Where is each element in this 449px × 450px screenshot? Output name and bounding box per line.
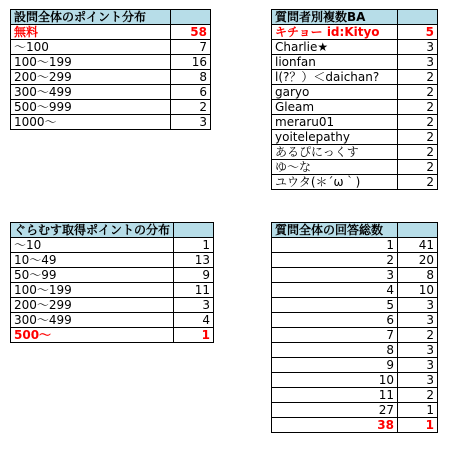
table-row — [272, 85, 438, 100]
row-label: 300～499 — [11, 85, 171, 100]
row-label: 10 — [272, 373, 398, 388]
row-value: 3 — [398, 55, 438, 70]
row-label: 100～199 — [11, 55, 171, 70]
table-header-title: 質問者別複数BA — [272, 10, 398, 25]
row-label: lionfan — [272, 55, 398, 70]
row-label: 27 — [272, 403, 398, 418]
row-value: 3 — [398, 298, 438, 313]
row-label: Charlie★ — [272, 40, 398, 55]
table-row — [272, 70, 438, 85]
table-row — [272, 130, 438, 145]
row-value: 41 — [398, 238, 438, 253]
table-row — [272, 25, 438, 40]
table-row — [272, 160, 438, 175]
row-label: 38 — [272, 418, 398, 433]
row-label: 7 — [272, 328, 398, 343]
row-value: 3 — [398, 373, 438, 388]
table-row — [272, 388, 438, 403]
row-value: 9 — [174, 268, 214, 283]
table-row — [272, 328, 438, 343]
row-value: 7 — [171, 40, 211, 55]
overall-points-table — [10, 9, 211, 130]
row-value: 2 — [398, 388, 438, 403]
table-row — [272, 343, 438, 358]
row-label: あるぴにっくす — [272, 145, 398, 160]
row-label: yoitelepathy — [272, 130, 398, 145]
row-value: 2 — [398, 175, 438, 190]
table-row — [272, 403, 438, 418]
row-label: ～100 — [11, 40, 171, 55]
table-header-blank — [398, 10, 438, 25]
row-value: 2 — [398, 160, 438, 175]
row-label: ユウタ(＊´ω｀) — [272, 175, 398, 190]
row-label: 5 — [272, 298, 398, 313]
row-label: ゆ～な — [272, 160, 398, 175]
row-label: 10～49 — [11, 253, 174, 268]
table-row — [11, 25, 211, 40]
row-value: 2 — [398, 145, 438, 160]
table-row — [11, 100, 211, 115]
row-label: 1 — [272, 238, 398, 253]
row-label: キチョー id:Kityo — [272, 25, 398, 40]
multi-ba-table — [271, 9, 438, 190]
row-value: 1 — [398, 403, 438, 418]
row-label: 500～ — [11, 328, 174, 343]
row-label: 無料 — [11, 25, 171, 40]
row-value: 3 — [174, 298, 214, 313]
row-label: 1000～ — [11, 115, 171, 130]
table-row — [11, 253, 214, 268]
row-value: 13 — [174, 253, 214, 268]
table-row — [272, 298, 438, 313]
row-label: 300～499 — [11, 313, 174, 328]
table-row — [272, 418, 438, 433]
row-value: 2 — [398, 328, 438, 343]
row-value: 2 — [398, 70, 438, 85]
row-label: 9 — [272, 358, 398, 373]
row-value: 2 — [171, 100, 211, 115]
row-label: l(?？）＜daichan? — [272, 70, 398, 85]
table-row — [11, 40, 211, 55]
row-label: 100～199 — [11, 283, 174, 298]
table-header-row — [11, 223, 214, 238]
table-row — [272, 268, 438, 283]
table-row — [11, 115, 211, 130]
table-header-row — [11, 10, 211, 25]
table-row — [11, 70, 211, 85]
row-label: 8 — [272, 343, 398, 358]
row-value: 6 — [171, 85, 211, 100]
row-label: 6 — [272, 313, 398, 328]
row-label: ～10 — [11, 238, 174, 253]
row-value: 4 — [174, 313, 214, 328]
table-header-blank — [398, 223, 438, 238]
table-header-blank — [171, 10, 211, 25]
row-label: 4 — [272, 283, 398, 298]
row-label: 2 — [272, 253, 398, 268]
row-value: 3 — [171, 115, 211, 130]
row-label: 500～999 — [11, 100, 171, 115]
row-label: 11 — [272, 388, 398, 403]
row-value: 16 — [171, 55, 211, 70]
answer-counts-table — [271, 222, 438, 433]
table-row — [272, 55, 438, 70]
table-row — [11, 283, 214, 298]
row-value: 3 — [398, 313, 438, 328]
table-header-title: ぐらむす取得ポイントの分布 — [11, 223, 174, 238]
row-value: 5 — [398, 25, 438, 40]
table-row — [272, 175, 438, 190]
row-value: 8 — [398, 268, 438, 283]
table-row — [11, 328, 214, 343]
gurumu-points-table — [10, 222, 214, 343]
table-row — [11, 298, 214, 313]
table-row — [11, 238, 214, 253]
table-header-row — [272, 10, 438, 25]
table-row — [272, 238, 438, 253]
row-value: 2 — [398, 130, 438, 145]
row-label: 200～299 — [11, 70, 171, 85]
table-row — [11, 313, 214, 328]
table-row — [272, 40, 438, 55]
row-value: 58 — [171, 25, 211, 40]
row-value: 3 — [398, 40, 438, 55]
row-label: meraru01 — [272, 115, 398, 130]
row-value: 1 — [398, 418, 438, 433]
table-row — [272, 283, 438, 298]
row-value: 2 — [398, 115, 438, 130]
table-row — [272, 313, 438, 328]
row-value: 3 — [398, 358, 438, 373]
row-label: 3 — [272, 268, 398, 283]
row-label: Gleam — [272, 100, 398, 115]
table-header-row — [272, 223, 438, 238]
table-header-blank — [174, 223, 214, 238]
row-value: 1 — [174, 328, 214, 343]
row-value: 1 — [174, 238, 214, 253]
table-row — [11, 268, 214, 283]
table-row — [272, 253, 438, 268]
table-row — [272, 115, 438, 130]
row-value: 2 — [398, 85, 438, 100]
table-row — [272, 145, 438, 160]
table-row — [11, 85, 211, 100]
row-value: 10 — [398, 283, 438, 298]
row-label: 200～299 — [11, 298, 174, 313]
row-value: 3 — [398, 343, 438, 358]
row-value: 2 — [398, 100, 438, 115]
table-header-title: 設問全体のポイント分布 — [11, 10, 171, 25]
row-value: 8 — [171, 70, 211, 85]
table-row — [11, 55, 211, 70]
table-header-title: 質問全体の回答総数 — [272, 223, 398, 238]
row-value: 20 — [398, 253, 438, 268]
table-row — [272, 100, 438, 115]
row-value: 11 — [174, 283, 214, 298]
table-row — [272, 373, 438, 388]
table-row — [272, 358, 438, 373]
row-label: 50～99 — [11, 268, 174, 283]
row-label: garyo — [272, 85, 398, 100]
